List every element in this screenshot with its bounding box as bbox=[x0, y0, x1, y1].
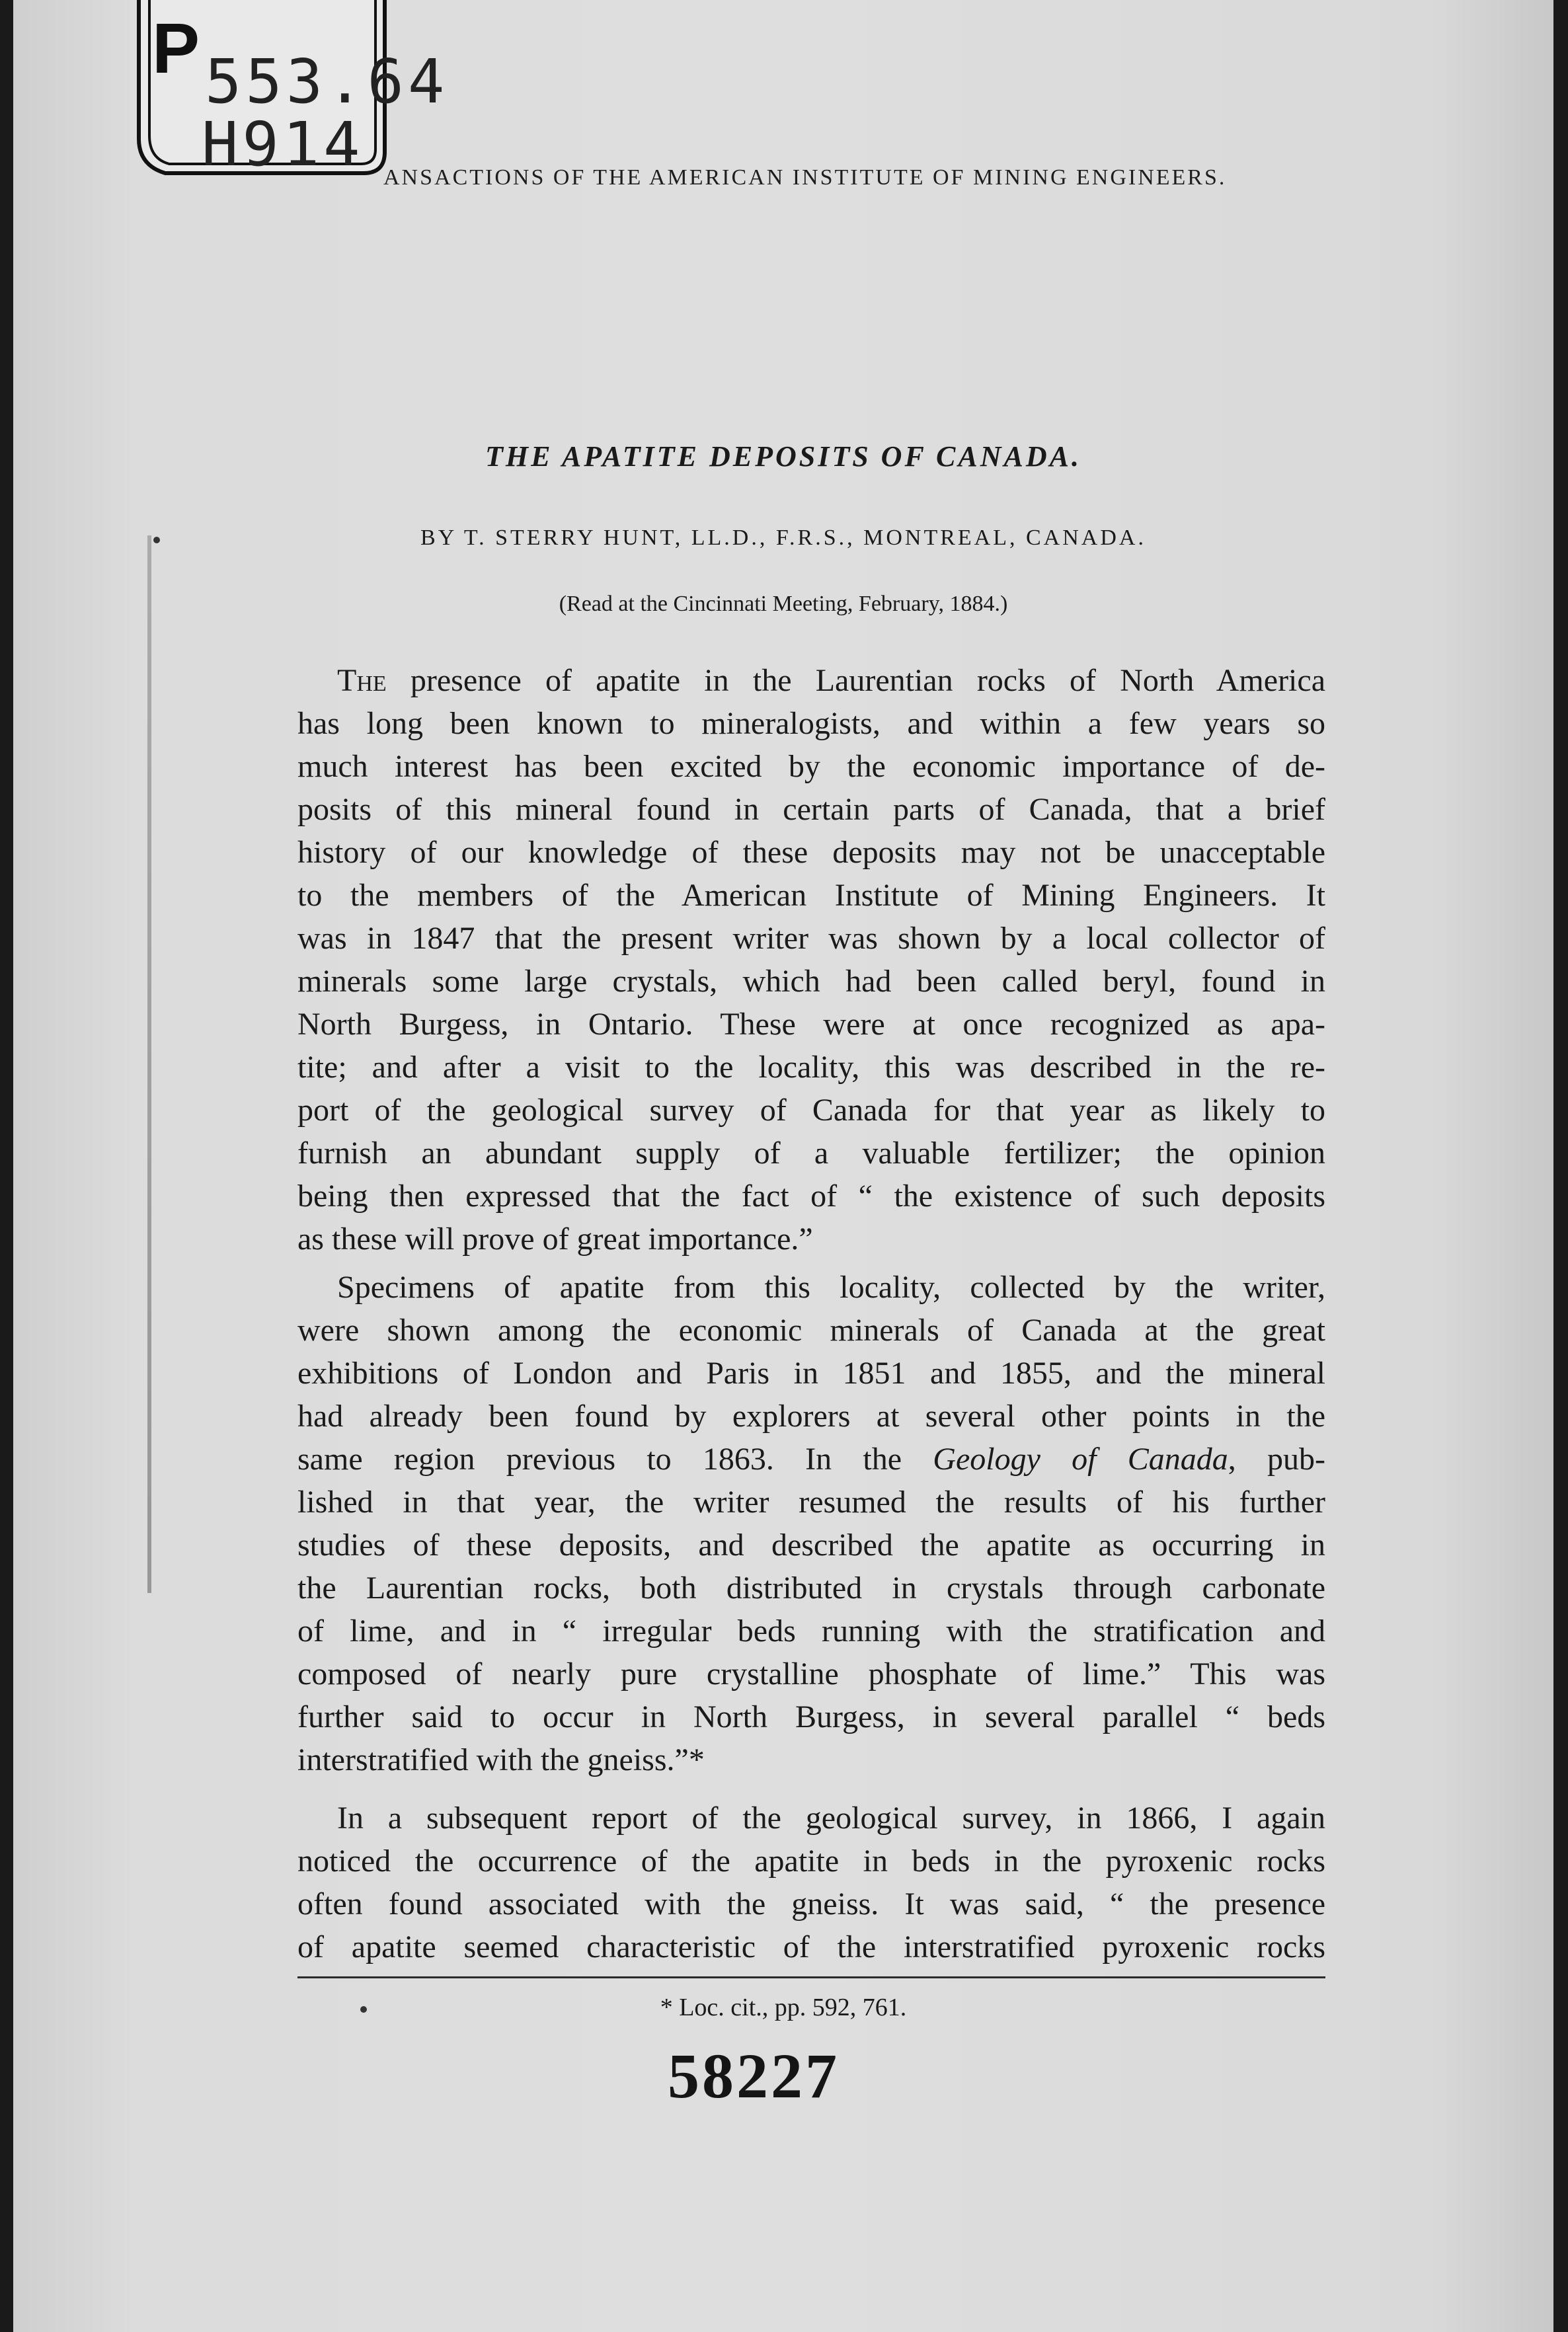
text-line: exhibitions of London and Paris in 1851 and 1855, and the mineral bbox=[297, 1356, 1325, 1391]
footnote-rule bbox=[297, 1976, 1325, 1978]
footnote: * Loc. cit., pp. 592, 761. bbox=[660, 1994, 907, 2021]
text-line: had already been found by explorers at several other points in the bbox=[297, 1399, 1325, 1434]
text-line: as these will prove of great importance.” bbox=[297, 1222, 813, 1257]
text-line: tite; and after a visit to the locality, this was described in the re- bbox=[297, 1050, 1325, 1085]
running-head: ANSACTIONS OF THE AMERICAN INSTITUTE OF MINING ENGINEERS. bbox=[383, 165, 1227, 190]
text-line: In a subsequent report of the geological survey, in 1866, I again bbox=[337, 1801, 1325, 1836]
document-page bbox=[13, 0, 1553, 2332]
author-byline: BY T. STERRY HUNT, LL.D., F.R.S., MONTREAL, CANADA. bbox=[420, 525, 1146, 550]
text-line: to the members of the American Institute of Mining Engineers. It bbox=[297, 878, 1325, 913]
text-line: studies of these deposits, and described the apatite as occurring in bbox=[297, 1528, 1325, 1563]
text-line: port of the geological survey of Canada for that year as likely to bbox=[297, 1093, 1325, 1128]
text-line: noticed the occurrence of the apatite in beds in the pyroxenic rocks bbox=[297, 1844, 1325, 1879]
text-line: minerals some large crystals, which had been called beryl, found in bbox=[297, 964, 1325, 999]
paragraph-2 bbox=[297, 1266, 1325, 1781]
paragraph-1 bbox=[297, 659, 1325, 1261]
text-line: composed of nearly pure crystalline phosphate of lime.” This was bbox=[297, 1656, 1325, 1691]
text-line: often found associated with the gneiss. It was said, “ the presence bbox=[297, 1886, 1325, 1922]
article-title: THE APATITE DEPOSITS OF CANADA. bbox=[485, 440, 1081, 473]
margin-mark bbox=[147, 535, 151, 1593]
text-line: lished in that year, the writer resumed the results of his further bbox=[297, 1485, 1325, 1520]
text-line: were shown among the economic minerals of Canada at the great bbox=[297, 1313, 1325, 1348]
text-line: furnish an abundant supply of a valuable fertilizer; the opinion bbox=[297, 1136, 1325, 1171]
lead-word: The bbox=[337, 663, 387, 698]
text-line: being then expressed that the fact of “ the existence of such deposits bbox=[297, 1179, 1325, 1214]
accession-number: 58227 bbox=[668, 2040, 840, 2111]
text-line: North Burgess, in Ontario. These were at once recognized as apa- bbox=[297, 1007, 1325, 1042]
text-line: was in 1847 that the present writer was shown by a local collector of bbox=[297, 921, 1325, 956]
call-number-line2: H914 bbox=[202, 109, 364, 180]
text-line: Specimens of apatite from this locality, collected by the writer, bbox=[337, 1270, 1325, 1305]
paragraph-3 bbox=[297, 1797, 1325, 1968]
read-note: (Read at the Cincinnati Meeting, February, 1884.) bbox=[559, 592, 1008, 616]
text-line: The presence of apatite in the Laurentian rocks of North America bbox=[337, 663, 1325, 698]
text-line: of apatite seemed characteristic of the interstratified pyroxenic rocks bbox=[297, 1929, 1325, 1964]
text-line: same region previous to 1863. In the Geology of Canada, pub- bbox=[297, 1442, 1326, 1477]
text-line: posits of this mineral found in certain parts of Canada, that a brief bbox=[297, 792, 1325, 827]
text-line: history of our knowledge of these deposits may not be unacceptable bbox=[297, 835, 1325, 870]
call-number-line1: 553.64 bbox=[205, 46, 449, 117]
text-line: further said to occur in North Burgess, in several parallel “ beds bbox=[297, 1699, 1325, 1734]
stamp-letter: P bbox=[152, 8, 200, 88]
text-line: has long been known to mineralogists, and within a few years so bbox=[297, 706, 1325, 741]
text-line: of lime, and in “ irregular beds running with the stratification and bbox=[297, 1613, 1325, 1649]
text-line: the Laurentian rocks, both distributed in crystals through carbonate bbox=[297, 1571, 1325, 1606]
text-line: much interest has been excited by the economic importance of de- bbox=[297, 749, 1325, 784]
text-line: interstratified with the gneiss.”* bbox=[297, 1742, 705, 1777]
